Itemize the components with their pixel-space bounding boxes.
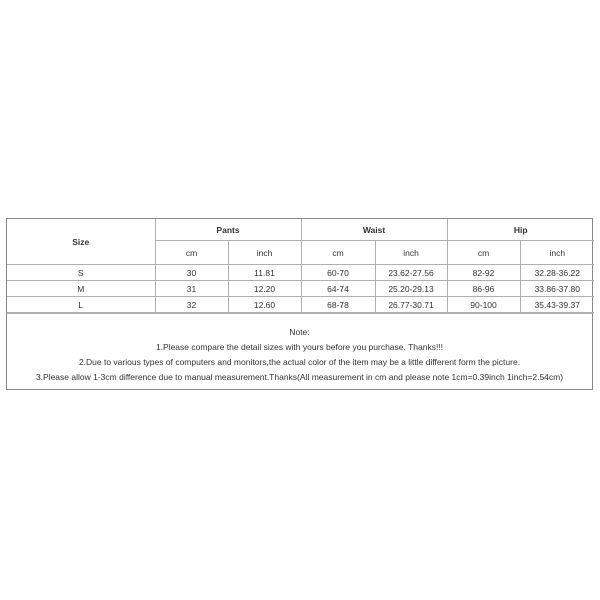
size-table [7,219,594,313]
pants-cm-cell: 30 [155,265,228,281]
pants-cm-header: cm [155,241,228,265]
waist-inch-cell: 25.20-29.13 [375,281,447,297]
waist-inch-header: inch [375,241,447,265]
pants-inch-cell: 11.81 [228,265,301,281]
size-cell: S [7,265,155,281]
hip-inch-header: inch [520,241,594,265]
waist-cm-cell: 68-78 [301,297,375,313]
hip-inch-cell: 32.28-36.22 [520,265,594,281]
hip-cm-cell: 82-92 [447,265,520,281]
pants-cm-cell: 32 [155,297,228,313]
hip-inch-cell: 33.86-37.80 [520,281,594,297]
waist-header: Waist [301,219,447,241]
pants-cm-cell: 31 [155,281,228,297]
notes-section [7,313,592,389]
size-cell: M [7,281,155,297]
pants-inch-header: inch [228,241,301,265]
waist-cm-header: cm [301,241,375,265]
table-row [7,297,594,313]
table-row [7,265,594,281]
table-row [7,281,594,297]
pants-inch-cell: 12.20 [228,281,301,297]
pants-header: Pants [155,219,301,241]
hip-cm-cell: 86-96 [447,281,520,297]
hip-inch-cell: 35.43-39.37 [520,297,594,313]
note-line-1: 1.Please compare the detail sizes with yours before you purchase. Thanks!!! [155,342,444,352]
size-chart [6,218,593,390]
size-header: Size [7,219,155,265]
hip-header: Hip [447,219,594,241]
hip-cm-cell: 90-100 [447,297,520,313]
waist-cm-cell: 60-70 [301,265,375,281]
note-line-3: 3.Please allow 1-3cm difference due to manual measurement.Thanks(All measurement in cm and please note 1cm=0.39inch 1inch=2.54cm) [35,372,564,382]
waist-inch-cell: 26.77-30.71 [375,297,447,313]
waist-cm-cell: 64-74 [301,281,375,297]
hip-cm-header: cm [447,241,520,265]
pants-inch-cell: 12.60 [228,297,301,313]
note-line-2: 2.Due to various types of computers and monitors,the actual color of the item may be a little different form the picture. [78,357,521,367]
notes-title: Note: [289,327,310,337]
size-cell: L [7,297,155,313]
waist-inch-cell: 23.62-27.56 [375,265,447,281]
